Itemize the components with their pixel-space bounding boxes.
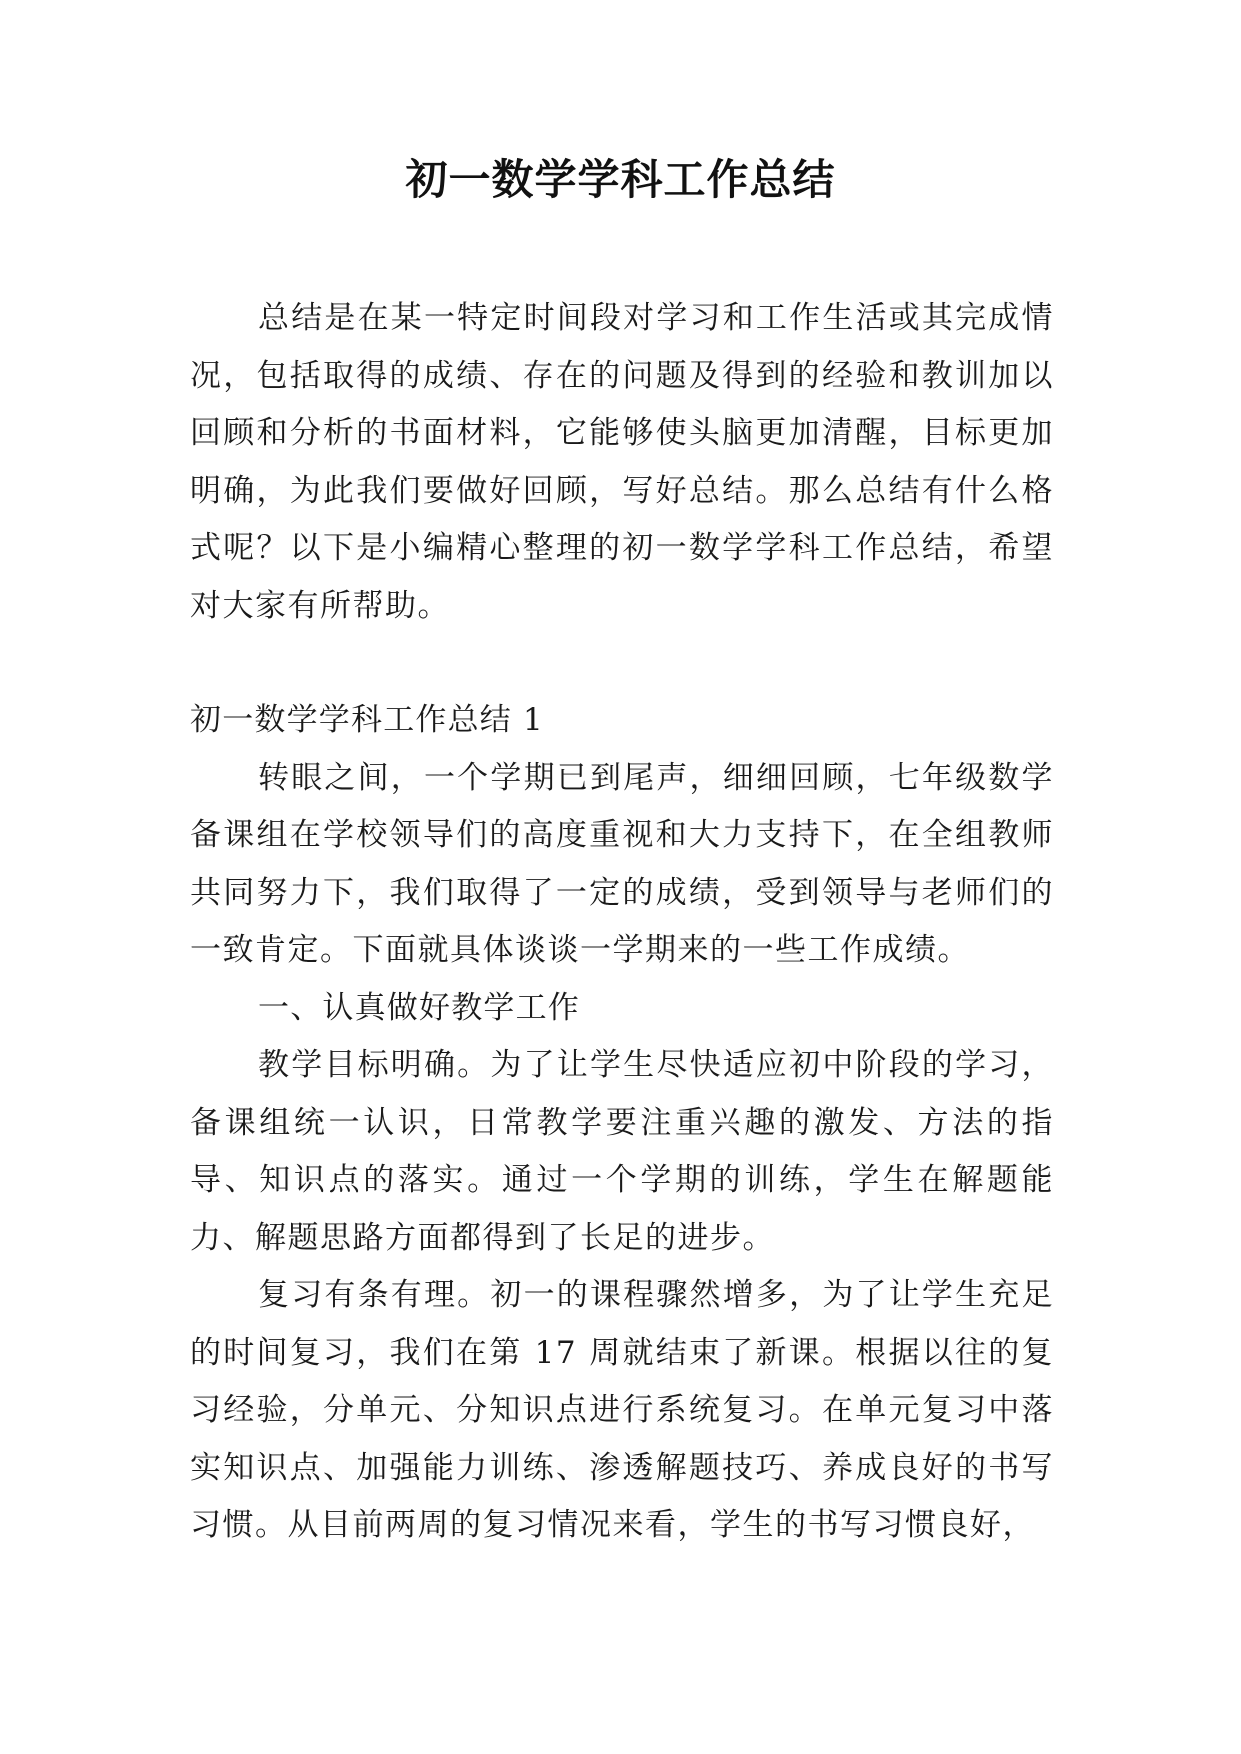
body-paragraph: 转眼之间，一个学期已到尾声，细细回顾，七年级数学备课组在学校领导们的高度重视和大力支持下，在全组教师共同努力下，我们取得了一定的成绩，受到领导与老师们的一致肯定。下面就具体谈谈一学期来的一些工作成绩。 xyxy=(190,759,1054,968)
subheading: 一、认真做好教学工作 xyxy=(258,989,580,1026)
body-paragraph: 复习有条有理。初一的课程骤然增多，为了让学生充足的时间复习，我们在第 17 周就结束了新课。根据以往的复习经验，分单元、分知识点进行系统复习。在单元复习中落实知识点、加强能力训练、渗透解题技巧、养成良好的书写习惯。从目前两周的复习情况来看，学生的书写习惯良好， xyxy=(190,1277,1054,1543)
document-title: 初一数学学科工作总结 xyxy=(405,155,836,204)
paragraph-spacer xyxy=(190,635,1054,692)
section-heading: 初一数学学科工作总结 1 xyxy=(190,702,544,738)
body-paragraph: 教学目标明确。为了让学生尽快适应初中阶段的学习，备课组统一认识，日常教学要注重兴趣的激发、方法的指导、知识点的落实。通过一个学期的训练，学生在解题能力、解题思路方面都得到了长足的进步。 xyxy=(190,1047,1054,1256)
intro-paragraph: 总结是在某一特定时间段对学习和工作生活或其完成情况，包括取得的成绩、存在的问题及得到的经验和教训加以回顾和分析的书面材料，它能够使头脑更加清醒，目标更加明确，为此我们要做好回顾，写好总结。那么总结有什么格式呢？以下是小编精心整理的初一数学学科工作总结，希望对大家有所帮助。 xyxy=(190,300,1054,624)
document-body xyxy=(190,290,1054,1555)
